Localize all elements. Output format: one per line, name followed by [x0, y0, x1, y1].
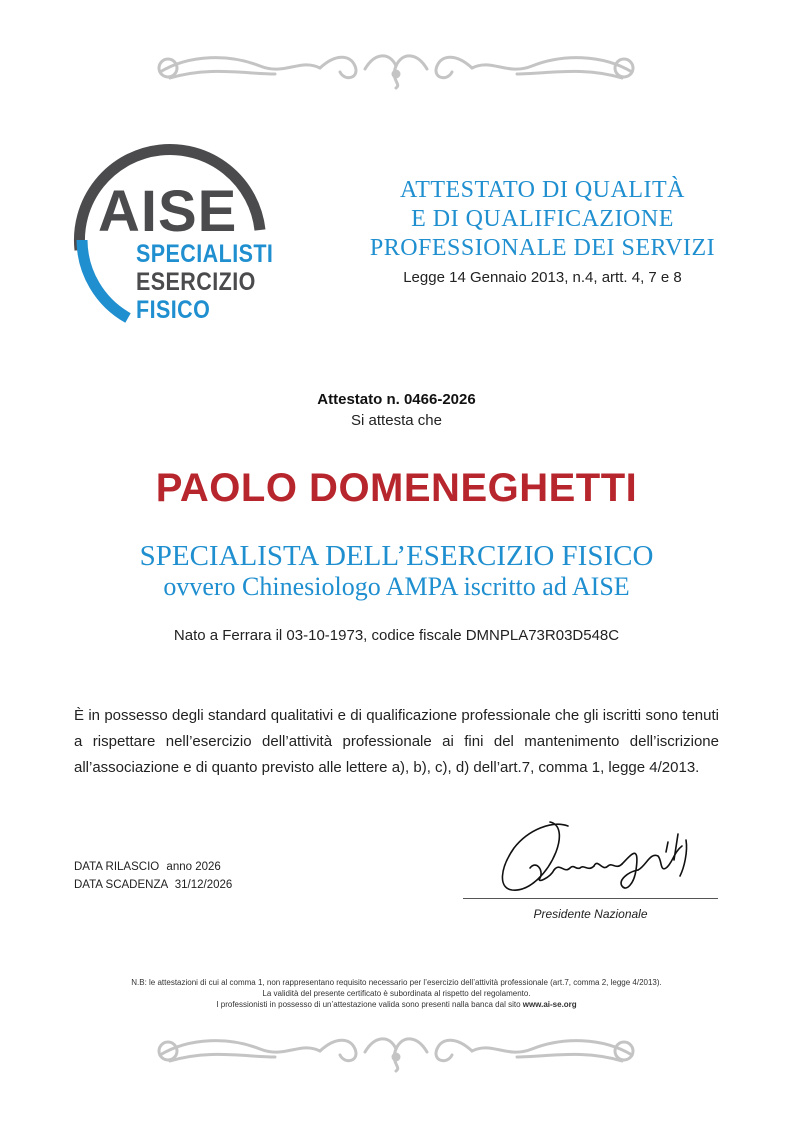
scroll-ornament-icon: [150, 44, 642, 94]
footnote-line-3: [0, 999, 793, 1010]
issue-date-value: anno 2026: [166, 861, 221, 873]
certificate-title-block: [355, 176, 730, 286]
holder-name: PAOLO DOMENEGHETTI: [155, 466, 638, 510]
handwritten-signature-icon: [490, 812, 695, 900]
title-line-2: E DI QUALIFICAZIONE: [411, 206, 674, 232]
scroll-ornament-icon: [150, 1027, 642, 1077]
top-scroll-ornament: [150, 44, 642, 94]
certificate-intro: Si attesta che: [351, 412, 442, 429]
role-subtitle: ovvero Chinesiologo AMPA iscritto ad AISE: [163, 572, 630, 601]
footnote-line-2: La validità del presente certificato è subordinata al rispetto del regolamento.: [262, 989, 531, 998]
expiry-date-value: 31/12/2026: [174, 879, 233, 891]
president-signature: [490, 812, 695, 900]
role-title: SPECIALISTA DELL’ESERCIZIO FISICO: [139, 540, 654, 572]
certificate-body: È in possesso degli standard qualitativi e di qualificazione professionale che gli iscritti sono tenuti a rispettare nell’esercizio dell’attività professionale ai fini del mantenimento dell’iscrizione all’associazione e di quanto previsto alle lettere a), b), c), d) dell’art.7, comma 1, legge 4/2013.: [74, 707, 719, 776]
logo-line-specialisti: SPECIALISTI: [136, 240, 274, 268]
issue-date-row: [74, 861, 221, 873]
footnote-line-1: N.B: le attestazioni di cui al comma 1, non rappresentano requisito necessario per l’esercizio dell’attività professionale (art.7, comma 2, legge 4/2013).: [131, 978, 662, 987]
footnote-line-3-text: I professionisti in possesso di un’attestazione valida sono presenti nalla banca dal sito: [216, 1000, 523, 1009]
bottom-scroll-ornament: [150, 1027, 642, 1077]
signatory-role: Presidente Nazionale: [533, 907, 648, 921]
website-link[interactable]: www.ai-se.org: [522, 1000, 577, 1009]
birth-details: Nato a Ferrara il 03-10-1973, codice fiscale DMNPLA73R03D548C: [173, 627, 620, 644]
logo-line-esercizio: ESERCIZIO: [136, 268, 256, 296]
logo-line-fisico: FISICO: [136, 296, 211, 324]
issue-date-label: DATA RILASCIO: [74, 861, 160, 873]
certificate-number: Attestato n. 0466-2026: [317, 391, 476, 408]
signature-line: [463, 898, 718, 899]
expiry-date-label: DATA SCADENZA: [74, 879, 168, 891]
law-reference: Legge 14 Gennaio 2013, n.4, artt. 4, 7 e 8: [403, 269, 682, 286]
title-line-3: PROFESSIONALE DEI SERVIZI: [369, 235, 716, 261]
logo-wordmark: AISE: [98, 179, 238, 244]
title-line-1: ATTESTATO DI QUALITÀ: [400, 177, 685, 203]
expiry-date-row: [74, 879, 232, 891]
aise-logo: [70, 138, 300, 328]
